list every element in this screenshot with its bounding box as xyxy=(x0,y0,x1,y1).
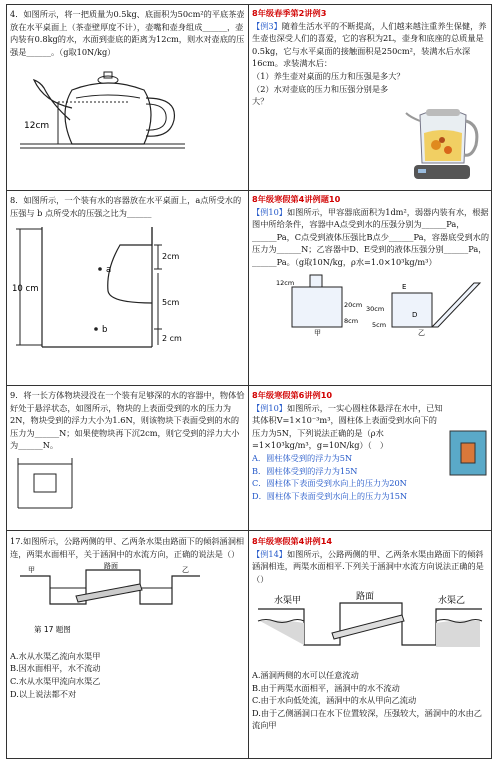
point-d-label: D xyxy=(412,310,418,319)
question-9-cell xyxy=(10,389,245,529)
example-3-heading: 8年级春季第2讲例3 xyxy=(252,8,327,18)
ditch-yi-label-2: 水渠乙 xyxy=(438,596,466,607)
example-10b-tag: 【例10】 xyxy=(252,402,287,413)
example-10b-option-a: A．圆柱体受到的浮力为5N xyxy=(252,452,353,463)
example-10b-option-d: D．圆柱体下表面受到水向上的压力为15N xyxy=(252,490,408,501)
example-10-text: 如图所示，甲容器底面积为1dm²，弱器内装有水，根据图中所给条件，容器中A点受到水的压强分别为______Pa，______Pa，C点受到液体压强比B点少______Pa，容器底受到水的压力为______N；乙容器中D、E受到的液体压强分别______Pa，______Pa。（g取10N/kg，ρ水=1.0×10³kg/m³） xyxy=(252,206,490,267)
container-yi-label: 乙 xyxy=(418,328,425,337)
teapot-figure xyxy=(10,58,240,166)
two-containers-figure xyxy=(252,269,488,337)
block-in-water-figure xyxy=(10,452,130,512)
row-divider xyxy=(7,530,491,531)
ditch-jia-label: 甲 xyxy=(28,566,35,575)
example-3-text: 随着生活水平的不断提高，人们越来越注重养生保健，养生壶也深受人们的喜爱，它的容积为2L，壶身和底座的总质量是0.5kg，它与水平桌面的接触面积是250cm²，装满水后水深16cm。求装满水后： xyxy=(252,20,487,69)
top-gap-label: 2cm xyxy=(162,252,180,262)
question-17-option-d: D.以上说法都不对 xyxy=(10,688,77,699)
row-divider xyxy=(7,190,491,191)
example-10-heading: 8年级寒假第4讲例题10 xyxy=(252,194,341,204)
example-10b-option-b: B．圆柱体受到的浮力为15N xyxy=(252,465,358,476)
example-3-question-1: （1）养生壶对桌面的压力和压强是多大？ xyxy=(252,70,405,81)
question-8-text: 8．如图所示，一个装有水的容器放在水平桌面上，a点所受水的压强与 b 点所受水的压强之比为______ xyxy=(10,195,242,218)
example-14-text: 如图所示，公路两侧的甲、乙两条水渠由路面下的倾斜涵洞相连，两渠水面相平.下列关于涵洞中水流方向说法正确的是（） xyxy=(252,548,484,584)
road-label: 路面 xyxy=(104,562,118,571)
dim-5cm: 5cm xyxy=(372,320,387,329)
example-14-option-b: B.由于两渠水面相平，涵洞中的水不流动 xyxy=(252,682,400,693)
question-17-option-a: A.水从水渠乙流向水渠甲 xyxy=(10,650,101,661)
example-10b-text: 如图所示，一实心圆柱体悬浮在水中，已知其体积V=1×10⁻³m³，圆柱体上表面受到水向下的压力为5N，下列说法正确的是（ρ水=1×10³kg/m³，g=10N/kg）（ ） xyxy=(252,402,443,451)
example-14-option-d: D.由于乙侧涵洞口在水下位置较深，压强较大，涵洞中的水由乙流向甲 xyxy=(252,707,482,731)
kettle-photo xyxy=(400,95,482,185)
cylinder-in-water-figure xyxy=(448,429,488,477)
question-17-option-b: B.因水面相平，水不流动 xyxy=(10,663,101,674)
example-10-tag: 【例10】 xyxy=(252,206,287,217)
dim-12cm: 12cm xyxy=(276,278,295,287)
question-17-cell xyxy=(10,535,245,757)
dim-20cm: 20cm xyxy=(344,300,363,309)
culvert-figure xyxy=(10,560,240,646)
road-label-2: 路面 xyxy=(356,592,375,603)
teapot-depth-label: 12cm xyxy=(24,121,50,132)
example-3-tag: 【例3】 xyxy=(252,20,282,31)
container-jia-label: 甲 xyxy=(314,328,321,337)
height-label: 10 cm xyxy=(12,284,39,295)
row-divider xyxy=(7,385,491,386)
example-3-cell xyxy=(252,7,490,189)
point-e-label: E xyxy=(402,282,407,291)
container-figure xyxy=(10,219,240,359)
example-10b-heading: 8年级寒假第6讲例10 xyxy=(252,390,333,400)
figure-17-caption: 第 17 题图 xyxy=(34,625,71,635)
ditch-yi-label: 乙 xyxy=(182,566,189,575)
column-divider xyxy=(248,5,249,758)
example-3-question-2: （2）水对壶底的压力和压强分别是多大？ xyxy=(252,83,389,107)
worksheet-table xyxy=(6,4,492,759)
question-9-text: 9．将一长方体物块浸没在一个装有足够深的水的容器中，物体恰好处于悬浮状态，如图所示，物块的上表面受到的水的压力为2N，物块受到的浮力大小为1.6N，则该物块下表面受到的水的压力为______N；如果使物块再下沉2cm，则它受到的浮力大小为______N。 xyxy=(10,390,245,451)
question-8-cell xyxy=(10,194,245,382)
point-b-label: b xyxy=(102,325,108,336)
dim-30cm: 30cm xyxy=(366,304,385,313)
example-14-cell xyxy=(252,535,490,757)
example-14-heading: 8年级寒假第4讲例14 xyxy=(252,536,333,546)
point-a-label: a xyxy=(106,265,112,276)
bottom-gap-label: 2 cm xyxy=(162,334,182,344)
example-10b-cell xyxy=(252,389,490,529)
question-4-cell xyxy=(10,8,245,188)
question-4-text: 4．如图所示，将一把质量为0.5kg、底面积为50cm²的平底茶壶放在水平桌面上（茶壶壁厚度不计），壶嘴和壶身组成______，壶内装有0.8kg的水，水面到壶底的距离为12cm，则水对壶底的压强是______。（g取10N/kg） xyxy=(10,9,245,57)
culvert-figure-2 xyxy=(252,585,488,665)
example-14-option-c: C.由于水向低处流，涵洞中的水从甲向乙流动 xyxy=(252,695,417,706)
ditch-jia-label-2: 水渠甲 xyxy=(274,596,302,607)
dim-8cm: 8cm xyxy=(344,316,359,325)
question-17-option-c: C.水从水渠甲流向水渠乙 xyxy=(10,675,101,686)
question-17-text: 17.如图所示，公路两侧的甲、乙两条水渠由路面下的倾斜涵洞相连，两渠水面相平，关于涵洞中的水流方向，正确的说法是（） xyxy=(10,536,245,559)
example-14-tag: 【例14】 xyxy=(252,548,287,559)
example-10b-option-c: C．圆柱体下表面受到水向上的压力为20N xyxy=(252,478,407,489)
example-14-option-a: A.涵洞两侧的水可以任意流动 xyxy=(252,669,359,680)
example-10-cell xyxy=(252,193,490,383)
mid-gap-label: 5cm xyxy=(162,298,180,308)
